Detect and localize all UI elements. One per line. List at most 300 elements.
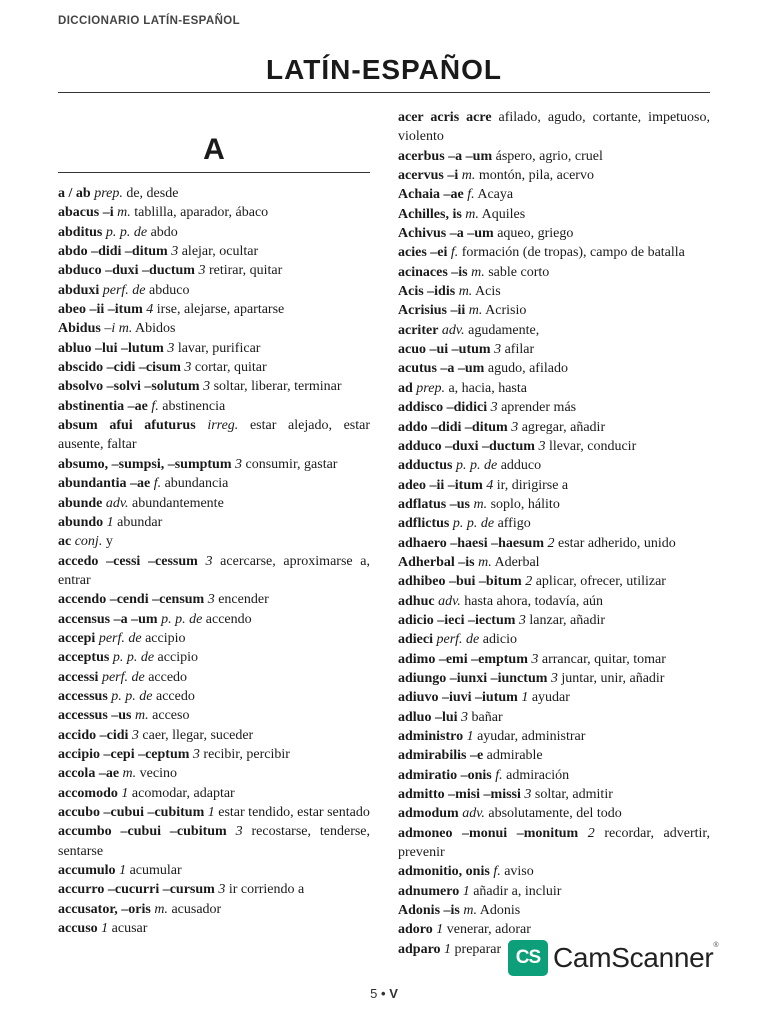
- dictionary-entry: [398, 379, 710, 398]
- entry-lemma: adimo –emi –emptum: [398, 651, 528, 667]
- dictionary-entry: [398, 224, 710, 243]
- entry-lemma: accessus: [58, 688, 108, 704]
- dictionary-entry: [58, 880, 370, 899]
- dictionary-entry: [398, 476, 710, 495]
- entry-lemma: absolvo –solvi –solutum: [58, 379, 200, 395]
- running-head: DICCIONARIO LATÍN-ESPAÑOL: [58, 15, 241, 27]
- entry-definition: accedo: [148, 669, 188, 685]
- entry-grammar: –i m.: [104, 321, 133, 337]
- entry-grammar: 3: [461, 709, 469, 725]
- dictionary-entry: [398, 340, 710, 359]
- entry-definition: acumular: [129, 863, 182, 879]
- entry-definition: agudo, afilado: [487, 361, 568, 377]
- entry-lemma: accusator, –oris: [58, 901, 151, 917]
- entry-lemma: addisco –didici: [398, 400, 488, 416]
- entry-lemma: accedo –cessi –cessum: [58, 553, 198, 569]
- entry-definition: acceso: [152, 708, 190, 724]
- entry-definition: caer, llegar, suceder: [142, 727, 254, 743]
- entry-lemma: acriter: [398, 322, 439, 338]
- dictionary-entry: [58, 900, 370, 919]
- dictionary-entry: [58, 919, 370, 938]
- entry-grammar: 1: [444, 941, 452, 957]
- dictionary-entry: [398, 418, 710, 437]
- entry-definition: vecino: [139, 766, 177, 782]
- entry-definition: estar alejado, estar ausente, faltar: [58, 418, 371, 453]
- dictionary-entry: [398, 243, 710, 262]
- dictionary-entry: [58, 339, 370, 358]
- dictionary-entry: [398, 901, 710, 920]
- entry-grammar: p. p. de: [112, 650, 155, 666]
- entry-lemma: accessi: [58, 669, 99, 685]
- entry-definition: estar adherido, unido: [557, 535, 676, 551]
- dictionary-entry: [398, 553, 710, 572]
- entry-grammar: 3: [531, 651, 539, 667]
- entry-grammar: f.: [493, 864, 501, 880]
- entry-definition: alejar, ocultar: [181, 244, 259, 260]
- entry-definition: afilar: [504, 342, 535, 358]
- dictionary-entry: [58, 261, 370, 280]
- entry-lemma: adflictus: [398, 516, 450, 532]
- entry-definition: venerar, adorar: [446, 922, 531, 938]
- dictionary-entry: [58, 397, 370, 416]
- entry-definition: adicio: [482, 632, 517, 648]
- section-mark: V: [389, 986, 398, 1001]
- entry-definition: abstinencia: [162, 398, 226, 414]
- entry-lemma: adiungo –iunxi –iunctum: [398, 670, 548, 686]
- entry-definition: abundancia: [164, 476, 229, 492]
- page-number: 5: [370, 986, 378, 1001]
- dictionary-entry: [58, 281, 370, 300]
- entry-grammar: 2: [547, 535, 555, 551]
- entry-lemma: acerbus –a –um: [398, 148, 493, 164]
- entry-lemma: abunde: [58, 495, 103, 511]
- entry-definition: acercarse, aproximarse a, entrar: [58, 553, 371, 588]
- entry-grammar: conj.: [74, 534, 103, 550]
- entry-definition: agregar, añadir: [521, 419, 606, 435]
- dictionary-entry: [398, 301, 710, 320]
- entry-grammar: 2: [587, 825, 595, 841]
- entry-lemma: adluo –lui: [398, 709, 458, 725]
- entry-grammar: 3: [494, 342, 502, 358]
- entry-definition: lavar, purificar: [177, 340, 261, 356]
- entry-lemma: accessus –us: [58, 708, 132, 724]
- entry-lemma: absum afui afuturus: [58, 418, 196, 434]
- dictionary-entry: [398, 359, 710, 378]
- entry-lemma: administro: [398, 729, 464, 744]
- entry-grammar: perf. de: [436, 632, 480, 648]
- entry-lemma: adiuvo –iuvi –iutum: [398, 690, 518, 706]
- dictionary-entry: [58, 377, 370, 396]
- entry-lemma: accumbo –cubui –cubitum: [58, 824, 227, 840]
- entry-grammar: 3: [198, 263, 206, 279]
- entry-lemma: acervus –i: [398, 168, 459, 184]
- dictionary-entry: [58, 300, 370, 319]
- entry-lemma: adhaero –haesi –haesum: [398, 535, 544, 551]
- entry-definition: estar tendido, estar sentado: [218, 805, 370, 820]
- entry-grammar: 3: [167, 340, 175, 356]
- entry-lemma: adparo: [398, 941, 441, 957]
- entry-grammar: 4: [146, 302, 154, 318]
- entry-definition: lanzar, añadir: [529, 612, 606, 628]
- dictionary-entry: [58, 223, 370, 242]
- dictionary-entry: [398, 321, 710, 340]
- entry-definition: affigo: [497, 516, 531, 532]
- entry-lemma: admirabilis –e: [398, 748, 484, 764]
- entry-definition: preparar: [454, 941, 502, 957]
- dictionary-entry: [398, 205, 710, 224]
- entry-lemma: Abidus: [58, 321, 101, 337]
- entry-definition: acusador: [171, 901, 222, 917]
- dictionary-entry: [58, 648, 370, 667]
- title-divider: [58, 92, 710, 93]
- entry-definition: consumir, gastar: [245, 456, 338, 472]
- dictionary-entry: [398, 147, 710, 166]
- entry-definition: abundantemente: [132, 495, 224, 511]
- entry-lemma: abditus: [58, 224, 103, 240]
- dictionary-entry: [58, 532, 370, 551]
- entry-grammar: m.: [461, 168, 476, 184]
- dictionary-entry: [58, 803, 370, 822]
- entry-lemma: abeo –ii –itum: [58, 302, 143, 318]
- dictionary-entry: [398, 669, 710, 688]
- entry-grammar: f.: [450, 245, 459, 261]
- dictionary-entry: [398, 882, 710, 901]
- entry-definition: de, desde: [126, 186, 179, 201]
- dictionary-entry: [58, 242, 370, 261]
- entry-grammar: 3: [207, 592, 215, 608]
- entry-definition: acomodar, adaptar: [131, 785, 235, 801]
- entry-grammar: f.: [495, 767, 503, 783]
- entry-definition: Aderbal: [494, 554, 540, 570]
- entry-grammar: m.: [463, 903, 477, 919]
- entry-lemma: addo –didi –ditum: [398, 419, 508, 435]
- entry-grammar: 3: [218, 882, 226, 898]
- entry-definition: soplo, hálito: [490, 496, 560, 512]
- entry-lemma: admodum: [398, 806, 459, 822]
- entry-lemma: accuso: [58, 921, 98, 937]
- entry-definition: aviso: [504, 864, 534, 880]
- dictionary-entry: [398, 920, 710, 939]
- dictionary-entry: [398, 630, 710, 649]
- entry-grammar: 1: [521, 690, 529, 706]
- entry-grammar: m.: [468, 303, 483, 319]
- entry-lemma: Adonis –is: [398, 903, 460, 919]
- entry-grammar: m.: [458, 284, 473, 300]
- entry-lemma: Achaia –ae: [398, 187, 464, 203]
- entry-lemma: admiratio –onis: [398, 767, 492, 783]
- entry-lemma: absumo, –sumpsi, –sumptum: [58, 456, 232, 472]
- entry-definition: ayudar, administrar: [477, 729, 586, 744]
- page-title: LATÍN-ESPAÑOL: [266, 54, 502, 85]
- entry-grammar: 3: [518, 612, 526, 628]
- entry-grammar: prep.: [94, 186, 123, 201]
- entry-lemma: adoro: [398, 922, 433, 938]
- entry-definition: y: [105, 534, 113, 550]
- entry-lemma: accubo –cubui –cubitum: [58, 805, 205, 820]
- entry-lemma: abscido –cidi –cisum: [58, 360, 181, 376]
- dictionary-entry: [398, 708, 710, 727]
- entry-definition: accendo: [205, 611, 252, 627]
- dictionary-entry: [398, 514, 710, 533]
- entry-grammar: perf. de: [101, 669, 145, 685]
- entry-definition: llevar, conducir: [548, 438, 637, 454]
- entry-grammar: 3: [524, 787, 532, 803]
- entry-definition: aprender más: [501, 400, 577, 416]
- entry-definition: absolutamente, del todo: [488, 806, 622, 822]
- entry-grammar: 3: [550, 670, 558, 686]
- entry-lemma: Achivus –a –um: [398, 226, 494, 242]
- dictionary-entry: [398, 437, 710, 456]
- footer-bullet: •: [381, 986, 386, 1001]
- entry-grammar: m.: [471, 264, 485, 280]
- dictionary-column-left: [58, 184, 370, 938]
- entry-definition: Aquiles: [481, 206, 526, 222]
- dictionary-entry: [398, 862, 710, 881]
- entry-lemma: accensus –a –um: [58, 611, 158, 627]
- entry-grammar: m.: [117, 205, 131, 221]
- dictionary-entry: [398, 592, 710, 611]
- entry-definition: ir corriendo a: [228, 882, 305, 898]
- entry-definition: recibir, percibir: [203, 746, 290, 762]
- dictionary-entry: [58, 706, 370, 725]
- entry-definition: recostarse, tenderse, sentarse: [58, 824, 371, 859]
- entry-grammar: 3: [490, 400, 498, 416]
- dictionary-entry: [398, 282, 710, 301]
- entry-lemma: abacus –i: [58, 205, 114, 221]
- entry-definition: a, hacia, hasta: [448, 380, 527, 396]
- dictionary-entry: [398, 108, 710, 147]
- entry-lemma: Adherbal –is: [398, 554, 475, 570]
- dictionary-entry: [398, 398, 710, 417]
- dictionary-entry: [58, 629, 370, 648]
- entry-definition: ayudar: [531, 690, 570, 706]
- entry-lemma: acutus –a –um: [398, 361, 485, 377]
- dictionary-entry: [58, 590, 370, 609]
- entry-definition: arrancar, quitar, tomar: [541, 651, 666, 667]
- entry-grammar: 1: [466, 729, 474, 744]
- dictionary-entry: [58, 416, 370, 455]
- entry-definition: Acis: [475, 284, 501, 300]
- entry-definition: sable corto: [488, 264, 550, 280]
- entry-grammar: p. p. de: [161, 611, 203, 627]
- entry-lemma: accendo –cendi –censum: [58, 592, 205, 608]
- dictionary-entry: [398, 727, 710, 746]
- entry-grammar: 1: [101, 921, 109, 937]
- entry-grammar: f.: [467, 187, 475, 203]
- dictionary-entry: [58, 513, 370, 532]
- entry-definition: encender: [218, 592, 269, 608]
- entry-lemma: abdo –didi –ditum: [58, 244, 168, 260]
- entry-lemma: abduxi: [58, 282, 100, 298]
- entry-lemma: accumulo: [58, 863, 116, 879]
- entry-grammar: m.: [135, 708, 149, 724]
- dictionary-entry: [58, 726, 370, 745]
- dictionary-entry: [58, 455, 370, 474]
- entry-definition: áspero, agrio, cruel: [495, 148, 603, 164]
- dictionary-entry: [58, 474, 370, 493]
- entry-grammar: perf. de: [98, 630, 142, 646]
- entry-lemma: accurro –cucurri –cursum: [58, 882, 215, 898]
- entry-lemma: admitto –misi –missi: [398, 787, 521, 803]
- section-letter-heading: A: [203, 133, 225, 166]
- entry-grammar: f.: [151, 398, 159, 414]
- dictionary-entry: [398, 611, 710, 630]
- entry-definition: soltar, liberar, terminar: [213, 379, 342, 395]
- dictionary-entry: [398, 185, 710, 204]
- entry-grammar: m.: [478, 554, 492, 570]
- dictionary-entry: [58, 358, 370, 377]
- entry-grammar: irreg.: [207, 418, 239, 434]
- dictionary-entry: [58, 861, 370, 880]
- entry-lemma: accido –cidi: [58, 727, 129, 743]
- dictionary-entry: [58, 687, 370, 706]
- dictionary-entry: [398, 263, 710, 282]
- entry-lemma: adhibeo –bui –bitum: [398, 574, 522, 590]
- entry-definition: admirable: [486, 748, 543, 764]
- dictionary-column-right: [398, 108, 710, 959]
- entry-grammar: 3: [203, 379, 211, 395]
- entry-lemma: accepi: [58, 630, 96, 646]
- entry-grammar: 2: [525, 574, 533, 590]
- dictionary-entry: [398, 824, 710, 863]
- entry-definition: montón, pila, acervo: [478, 168, 594, 184]
- entry-definition: recordar, advertir, prevenir: [398, 825, 711, 861]
- entry-grammar: perf. de: [102, 282, 146, 298]
- entry-definition: tablilla, aparador, ábaco: [134, 205, 269, 221]
- entry-definition: ir, dirigirse a: [496, 477, 569, 493]
- entry-definition: cortar, quitar: [194, 360, 267, 376]
- entry-definition: aqueo, griego: [497, 226, 574, 242]
- entry-lemma: abundantia –ae: [58, 476, 151, 492]
- entry-grammar: 1: [106, 514, 114, 530]
- entry-lemma: adhuc: [398, 593, 435, 609]
- dictionary-entry: [398, 572, 710, 591]
- dictionary-entry: [58, 745, 370, 764]
- entry-lemma: ad: [398, 380, 413, 396]
- entry-lemma: abstinentia –ae: [58, 398, 148, 414]
- entry-definition: afilado, agudo, cortante, impetuoso, violento: [398, 110, 711, 145]
- dictionary-entry: [398, 650, 710, 669]
- entry-definition: soltar, admitir: [534, 787, 613, 803]
- entry-grammar: adv.: [441, 322, 465, 338]
- entry-definition: adduco: [500, 458, 542, 474]
- camscanner-watermark: [508, 938, 722, 978]
- entry-lemma: adductus: [398, 458, 453, 474]
- entry-lemma: ac: [58, 534, 72, 550]
- entry-definition: Adonis: [479, 903, 521, 919]
- entry-lemma: admoneo –monui –monitum: [398, 825, 579, 841]
- entry-grammar: 1: [121, 785, 129, 801]
- dictionary-entry: [58, 822, 370, 861]
- entry-definition: accipio: [157, 650, 198, 666]
- dictionary-entry: [58, 610, 370, 629]
- entry-grammar: 3: [192, 746, 200, 762]
- entry-grammar: p. p. de: [111, 688, 153, 704]
- entry-definition: añadir a, incluir: [473, 883, 562, 899]
- entry-grammar: 1: [462, 883, 470, 899]
- dictionary-entry: [398, 804, 710, 823]
- dictionary-entry: [58, 203, 370, 222]
- entry-lemma: accola –ae: [58, 766, 120, 782]
- entry-lemma: acies –ei: [398, 245, 448, 261]
- entry-definition: abduco: [149, 282, 190, 298]
- entry-grammar: adv.: [462, 806, 485, 822]
- dictionary-entry: [398, 495, 710, 514]
- entry-definition: Abidos: [135, 321, 176, 337]
- entry-grammar: f.: [153, 476, 162, 492]
- dictionary-entry: [398, 166, 710, 185]
- entry-grammar: m.: [465, 206, 479, 222]
- entry-grammar: 1: [119, 863, 127, 879]
- entry-grammar: 3: [538, 438, 546, 454]
- entry-definition: aplicar, ofrecer, utilizar: [535, 574, 666, 590]
- dictionary-entry: [58, 764, 370, 783]
- entry-lemma: acuo –ui –utum: [398, 342, 491, 358]
- dictionary-entry: [398, 746, 710, 765]
- entry-lemma: accipio –cepi –ceptum: [58, 746, 190, 762]
- entry-definition: acusar: [111, 921, 148, 937]
- entry-definition: irse, alejarse, apartarse: [156, 302, 285, 318]
- dictionary-entry: [58, 494, 370, 513]
- entry-definition: Acrisio: [485, 303, 527, 319]
- entry-grammar: 4: [486, 477, 494, 493]
- dictionary-entry: [398, 766, 710, 785]
- camscanner-wordmark: CamScanner®: [553, 942, 719, 973]
- entry-definition: admiración: [506, 767, 570, 783]
- entry-grammar: p. p. de: [452, 516, 495, 532]
- entry-lemma: Acis –idis: [398, 284, 456, 300]
- entry-lemma: accomodo: [58, 785, 118, 801]
- dictionary-entry: [58, 184, 370, 203]
- entry-definition: abdo: [150, 224, 178, 240]
- entry-lemma: Acrisius –ii: [398, 303, 466, 319]
- entry-grammar: p. p. de: [455, 458, 498, 474]
- entry-lemma: a / ab: [58, 186, 91, 201]
- dictionary-entry: [58, 552, 370, 591]
- entry-grammar: 1: [207, 805, 215, 820]
- entry-definition: abundar: [117, 514, 163, 530]
- entry-grammar: m.: [122, 766, 137, 782]
- entry-grammar: p. p. de: [105, 224, 148, 240]
- entry-grammar: 3: [235, 824, 243, 840]
- entry-grammar: m.: [154, 901, 168, 917]
- entry-lemma: abluo –lui –lutum: [58, 340, 164, 356]
- entry-definition: Acaya: [477, 187, 514, 203]
- entry-lemma: admonitio, onis: [398, 864, 490, 880]
- entry-definition: bañar: [471, 709, 503, 725]
- entry-grammar: 3: [511, 419, 519, 435]
- entry-lemma: Achilles, is: [398, 206, 462, 222]
- entry-grammar: adv.: [105, 495, 129, 511]
- entry-lemma: acinaces –is: [398, 264, 468, 280]
- entry-definition: formación (de tropas), campo de batalla: [461, 245, 685, 261]
- entry-lemma: adieci: [398, 632, 433, 648]
- entry-grammar: 3: [205, 553, 213, 569]
- entry-grammar: m.: [473, 496, 488, 512]
- entry-lemma: adduco –duxi –ductum: [398, 438, 535, 454]
- entry-lemma: adicio –ieci –iectum: [398, 612, 516, 628]
- entry-definition: hasta ahora, todavía, aún: [464, 593, 604, 609]
- entry-lemma: adeo –ii –itum: [398, 477, 483, 493]
- camscanner-logo-icon: CS: [508, 940, 548, 976]
- dictionary-entry: [58, 319, 370, 338]
- entry-lemma: abundo: [58, 514, 104, 530]
- entry-lemma: adnumero: [398, 883, 460, 899]
- entry-grammar: 1: [436, 922, 444, 938]
- entry-lemma: adflatus –us: [398, 496, 470, 512]
- dictionary-entry: [398, 534, 710, 553]
- page-footer: [0, 986, 768, 1001]
